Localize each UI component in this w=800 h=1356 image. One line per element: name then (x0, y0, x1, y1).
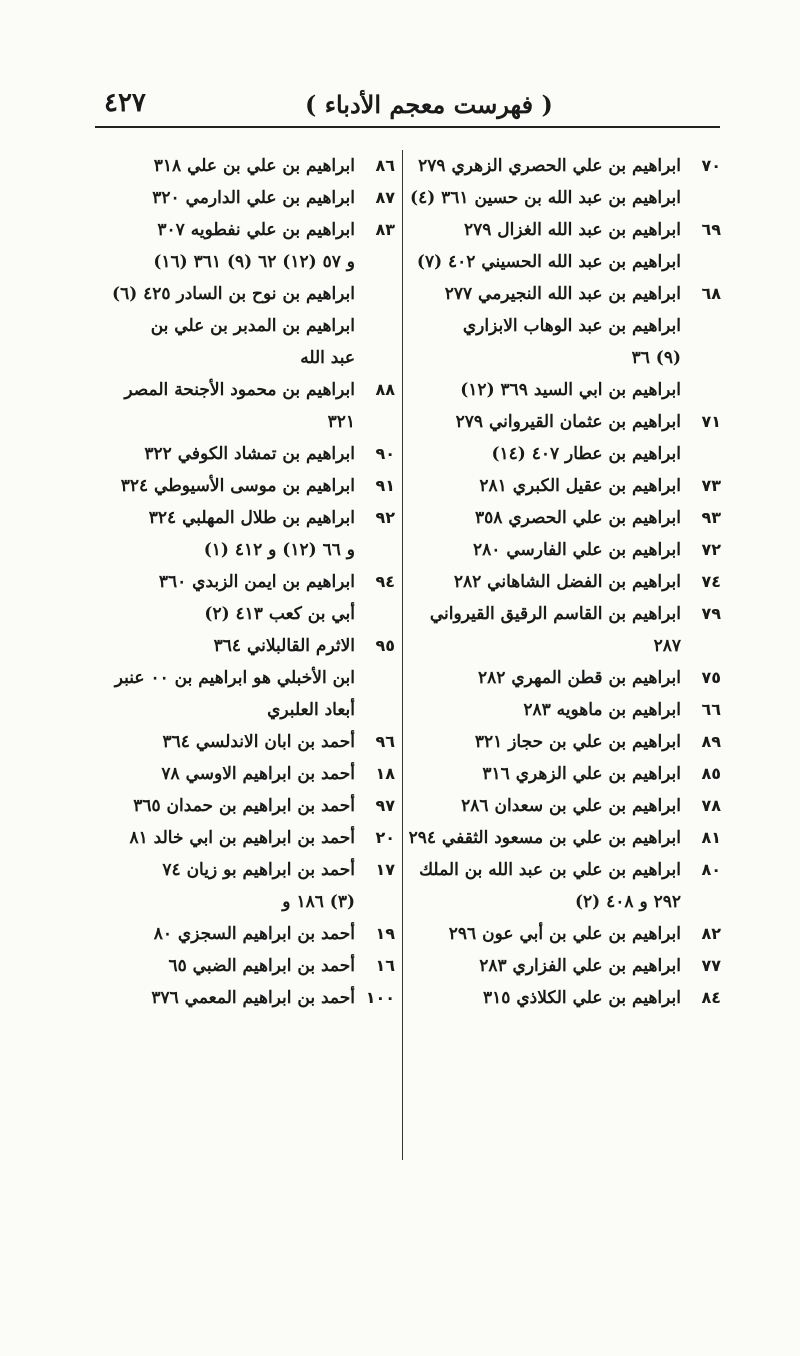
entry-text (90, 438, 355, 470)
entry-line: ابراهيم بن علي بن عبد الله بن الملك (419, 860, 681, 880)
entry-number: ٧٠ (701, 156, 721, 175)
index-entry (416, 758, 721, 790)
entry-line: ابراهيم بن علي الفارسي ٢٨٠ (473, 540, 681, 560)
index-entry (416, 598, 721, 662)
entry-line: أحمد بن ابراهيم بن حمدان ٣٦٥ (133, 796, 355, 816)
index-entry (90, 982, 395, 1014)
index-entry (90, 502, 395, 534)
index-entry (90, 150, 395, 182)
entry-number: ٨٨ (375, 380, 395, 399)
entry-line: ابراهيم بن علي بن سعدان ٢٨٦ (461, 796, 681, 816)
entry-line: أحمد بن ابراهيم بو زيان ٧٤ (162, 860, 355, 880)
entry-text (416, 502, 681, 534)
index-entry (416, 502, 721, 534)
entry-text (416, 246, 681, 278)
entry-line: ابراهيم بن علي بن علي ٣١٨ (153, 156, 355, 176)
entry-text (416, 278, 681, 310)
entry-number: ٩٤ (375, 572, 395, 591)
index-entry (90, 374, 395, 438)
index-entry (416, 470, 721, 502)
entry-text (90, 822, 355, 854)
entry-number: ٧٧ (701, 956, 721, 975)
entry-text (90, 470, 355, 502)
entry-line: ابراهيم بن تمشاد الكوفي ٣٢٢ (144, 444, 355, 464)
running-title: ( فهرست معجم الأدباء ) (305, 90, 553, 119)
entry-number: ٩٧ (375, 796, 395, 815)
entry-line: ابراهيم بن علي الكلاذي ٣١٥ (483, 988, 681, 1008)
entry-number: ٦٨ (701, 284, 721, 303)
entry-number: ٨٤ (701, 988, 721, 1007)
entry-line: أحمد بن ابراهيم المعمي ٣٧٦ (151, 988, 355, 1008)
entry-line: ابراهيم بن علي الحصري ٣٥٨ (475, 508, 681, 528)
index-column-right (408, 150, 721, 1014)
entry-text (416, 694, 681, 726)
entry-number: ٢٠ (375, 828, 395, 847)
entry-line: ابراهيم بن علي بن حجاز ٣٢١ (474, 732, 681, 752)
index-entry (416, 278, 721, 310)
entry-number: ٧٤ (701, 572, 721, 591)
entry-number: ٩٢ (375, 508, 395, 527)
entry-line: أبعاد العلبري (267, 700, 355, 720)
entry-number: ٨٩ (701, 732, 721, 751)
entry-line: ابراهيم بن عبد الله الغزال ٢٧٩ (463, 220, 681, 240)
index-entry (416, 374, 721, 406)
entry-line: ابراهيم بن طلال المهلبي ٣٢٤ (148, 508, 355, 528)
index-entry (90, 598, 395, 630)
index-entry (90, 534, 395, 566)
entry-line: ابراهيم بن الفضل الشاهاني ٢٨٢ (453, 572, 681, 592)
entry-text (410, 182, 681, 214)
index-entry (90, 918, 395, 950)
entry-line: ابراهيم بن القاسم الرقيق القيرواني (429, 604, 681, 624)
entry-text (416, 790, 681, 822)
entry-text (90, 982, 355, 1014)
entry-number: ١٩ (375, 924, 395, 943)
entry-line: ابراهيم بن عقيل الكبري ٢٨١ (479, 476, 681, 496)
entry-line: ابراهيم بن نوح بن السادر ٤٢٥ (٦) (112, 284, 355, 304)
index-entry (416, 246, 721, 278)
entry-text (90, 310, 355, 374)
index-entry (416, 566, 721, 598)
entry-text (90, 150, 355, 182)
entry-number: ٧٨ (701, 796, 721, 815)
entry-text (416, 374, 681, 406)
entry-text (416, 950, 681, 982)
index-entry (90, 182, 395, 214)
entry-line: ابراهيم بن عبد الله بن حسين ٣٦١ (٤) (410, 188, 681, 208)
entry-text (416, 566, 681, 598)
entry-text (416, 662, 681, 694)
index-entry (90, 630, 395, 662)
entry-line: أحمد بن ابراهيم الاوسي ٧٨ (161, 764, 355, 784)
entry-line: ابراهيم بن قطن المهري ٢٨٢ (478, 668, 681, 688)
entry-number: ٨٦ (375, 156, 395, 175)
entry-text (90, 534, 355, 566)
entry-text (416, 726, 681, 758)
entry-line: الاثرم القالبلاني ٣٦٤ (213, 636, 355, 656)
index-entry (416, 854, 721, 918)
index-entry (90, 790, 395, 822)
entry-number: ١٠٠ (365, 988, 395, 1007)
index-entry (90, 310, 395, 374)
entry-line: ابراهيم بن علي الزهري ٣١٦ (482, 764, 681, 784)
header-rule (95, 126, 720, 128)
entry-line: أحمد بن ابراهيم الضبي ٦٥ (168, 956, 355, 976)
entry-text (416, 854, 681, 918)
entry-line: ابراهيم بن عبد الوهاب الابزاري (462, 316, 681, 336)
page-number: ٤٢٧ (104, 88, 146, 118)
index-entry (416, 694, 721, 726)
entry-text (90, 182, 355, 214)
entry-text (416, 758, 681, 790)
index-entry (416, 982, 721, 1014)
index-entry (90, 822, 395, 854)
entry-text (416, 150, 681, 182)
entry-number: ٧٩ (701, 604, 721, 623)
index-entry (90, 470, 395, 502)
entry-line: ابراهيم بن علي الدارمي ٣٢٠ (152, 188, 355, 208)
entry-number: ٧٥ (701, 668, 721, 687)
entry-line: و ٥٧ (١٢) ٦٢ (٩) ٣٦١ (١٦) (153, 252, 355, 272)
entry-line: أحمد بن ابان الاندلسي ٣٦٤ (162, 732, 355, 752)
entry-text (90, 918, 355, 950)
entry-text (416, 918, 681, 950)
index-entry (416, 150, 721, 182)
index-entry (408, 822, 721, 854)
index-entry (90, 278, 395, 310)
entry-number: ١٦ (375, 956, 395, 975)
index-column-left (90, 150, 395, 1014)
entry-line: (٩) ٣٦ (631, 348, 681, 368)
entry-text (90, 598, 355, 630)
entry-line: عبد الله (300, 348, 355, 368)
entry-text (90, 278, 355, 310)
entry-number: ٩٦ (375, 732, 395, 751)
entry-number: ٩٠ (375, 444, 395, 463)
entry-line: (٣) ١٨٦ و (282, 892, 355, 912)
entry-number: ٧٢ (701, 540, 721, 559)
entry-number: ٦٩ (701, 220, 721, 239)
entry-line: ابراهيم بن علي الحصري الزهري ٢٧٩ (418, 156, 681, 176)
entry-number: ٩٣ (701, 508, 721, 527)
entry-text (90, 630, 355, 662)
entry-line: ابراهيم بن عبد الله النجيرمي ٢٧٧ (444, 284, 681, 304)
entry-text (90, 790, 355, 822)
index-entry (410, 182, 721, 214)
entry-text (416, 214, 681, 246)
entry-line: ٣٢١ (327, 412, 355, 432)
entry-line: ابراهيم بن المدبر بن علي بن (150, 316, 355, 336)
entry-line: أحمد بن ابراهيم بن ابي خالد ٨١ (129, 828, 355, 848)
index-entry (416, 310, 721, 374)
entry-text (90, 214, 355, 246)
entry-line: ابراهيم بن ايمن الزبدي ٣٦٠ (158, 572, 355, 592)
index-entry (90, 662, 395, 726)
entry-text (416, 438, 681, 470)
entry-number: ٨٥ (701, 764, 721, 783)
entry-number: ٦٦ (701, 700, 721, 719)
entry-line: و ٦٦ (١٢) و ٤١٢ (١) (203, 540, 355, 560)
index-entry (416, 406, 721, 438)
entry-line: ابراهيم بن علي بن مسعود الثقفي ٢٩٤ (408, 828, 681, 848)
entry-text (416, 406, 681, 438)
index-entry (90, 950, 395, 982)
index-entry (90, 758, 395, 790)
entry-text (90, 566, 355, 598)
entry-number: ٩١ (375, 476, 395, 495)
entry-line: ابراهيم بن علي نفطويه ٣٠٧ (157, 220, 355, 240)
entry-line: ابراهيم بن علي بن أبي عون ٢٩٦ (448, 924, 681, 944)
index-entry (90, 214, 395, 246)
entry-number: ٩٥ (375, 636, 395, 655)
page-header (0, 88, 800, 128)
entry-line: ابراهيم بن عثمان القيرواني ٢٧٩ (455, 412, 681, 432)
entry-line: ٢٨٧ (653, 636, 681, 656)
entry-line: ابراهيم بن محمود الأجنحة المصر (124, 380, 355, 400)
entry-line: ابن الأخبلي هو ابراهيم بن ٠٠ عنبر (114, 668, 355, 688)
entry-number: ٨١ (701, 828, 721, 847)
entry-text (90, 950, 355, 982)
entry-text (90, 758, 355, 790)
entry-text (90, 726, 355, 758)
index-entry (416, 918, 721, 950)
entry-line: ابراهيم بن عبد الله الحسيني ٤٠٢ (٧) (416, 252, 681, 272)
entry-line: أبي بن كعب ٤١٣ (٢) (204, 604, 355, 624)
index-entry (416, 790, 721, 822)
entry-text (409, 822, 681, 854)
index-entry (90, 566, 395, 598)
entry-line: ابراهيم بن ماهويه ٢٨٣ (523, 700, 681, 720)
index-entry (416, 214, 721, 246)
entry-text (416, 598, 681, 662)
index-entry (90, 246, 395, 278)
entry-number: ٨٣ (375, 220, 395, 239)
entry-number: ٨٢ (701, 924, 721, 943)
entry-text (416, 982, 681, 1014)
entry-text (90, 662, 355, 726)
index-entry (416, 438, 721, 470)
entry-text (90, 854, 355, 918)
index-entry (416, 534, 721, 566)
entry-number: ١٨ (375, 764, 395, 783)
column-divider (402, 150, 403, 1160)
index-entry (90, 854, 395, 918)
entry-line: ابراهيم بن موسى الأسيوطي ٣٢٤ (120, 476, 355, 496)
entry-number: ٧١ (701, 412, 721, 431)
entry-text (90, 374, 355, 438)
index-entry (90, 438, 395, 470)
index-entry (416, 950, 721, 982)
index-entry (416, 726, 721, 758)
entry-number: ٨٠ (701, 860, 721, 879)
entry-text (90, 502, 355, 534)
entry-text (416, 534, 681, 566)
entry-line: ابراهيم بن عطار ٤٠٧ (١٤) (491, 444, 681, 464)
index-entry (90, 726, 395, 758)
entry-number: ٨٧ (375, 188, 395, 207)
entry-text (416, 470, 681, 502)
entry-text (416, 310, 681, 374)
entry-number: ١٧ (375, 860, 395, 879)
entry-line: ابراهيم بن ابي السيد ٣٦٩ (١٢) (460, 380, 681, 400)
entry-line: ٢٩٢ و ٤٠٨ (٢) (574, 892, 681, 912)
entry-line: أحمد بن ابراهيم السجزي ٨٠ (153, 924, 355, 944)
entry-text (90, 246, 355, 278)
entry-number: ٧٣ (701, 476, 721, 495)
entry-line: ابراهيم بن علي الفزاري ٢٨٣ (479, 956, 681, 976)
index-entry (416, 662, 721, 694)
